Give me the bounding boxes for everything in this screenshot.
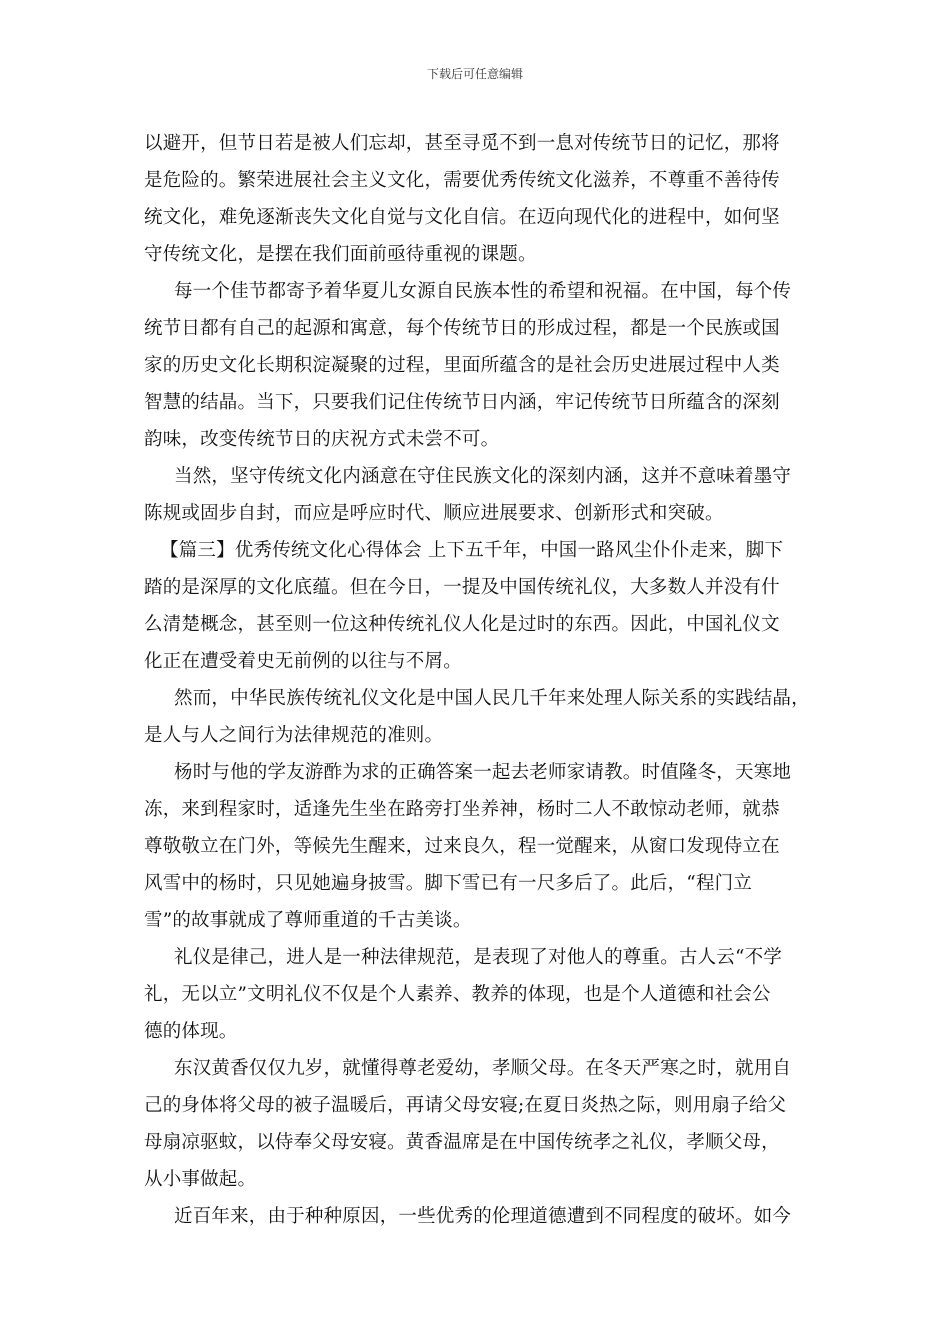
text-line: 是危险的。繁荣进展社会主义文化，需要优秀传统文化滋养，不尊重不善待传 (144, 170, 780, 191)
text-line: 智慧的结晶。当下，只要我们记住传统节日内涵，牢记传统节日所蕴含的深刻 (144, 392, 780, 413)
text-line: 守传统文化，是摆在我们面前亟待重视的课题。 (144, 244, 537, 265)
text-line: 尊敬敬立在门外，等候先生醒来，过来良久，程一觉醒来，从窗口发现侍立在 (144, 836, 780, 857)
text-line: 己的身体将父母的被子温暖后，再请父母安寝;在夏日炎热之际，则用扇子给父 (144, 1095, 787, 1116)
paragraph-start-line: 然而，中华民族传统礼仪文化是中国人民几千年来处理人际关系的实践结晶， (174, 688, 810, 709)
text-line: 从小事做起。 (144, 1169, 257, 1190)
section-heading-line: 【篇三】优秀传统文化心得体会 上下五千年，中国一路风尘仆仆走来，脚下 (160, 540, 784, 561)
text-line: 以避开，但节日若是被人们忘却，甚至寻觅不到一息对传统节日的记忆，那将 (144, 133, 780, 154)
text-line: 统文化，难免逐渐丧失文化自觉与文化自信。在迈向现代化的进程中，如何坚 (144, 207, 780, 228)
text-line: 统节日都有自己的起源和寓意，每个传统节日的形成过程，都是一个民族或国 (144, 318, 780, 339)
page-header: 下载后可任意编辑 (426, 67, 523, 81)
text-line: 风雪中的杨时，只见她遍身披雪。脚下雪已有一尺多后了。此后，“程门立 (144, 873, 753, 894)
text-line: 冻，来到程家时，适逢先生坐在路旁打坐养神，杨时二人不敢惊动老师，就恭 (144, 799, 780, 820)
paragraph-start-line: 礼仪是律己，进人是一种法律规范，是表现了对他人的尊重。古人云“不学 (174, 947, 783, 968)
paragraph-start-line: 当然，坚守传统文化内涵意在守住民族文化的深刻内涵，这并不意味着墨守 (174, 466, 792, 487)
text-line: 么清楚概念，甚至则一位这种传统礼仪人化是过时的东西。因此，中国礼仪文 (144, 614, 780, 635)
text-line: 化正在遭受着史无前例的以往与不屑。 (144, 651, 462, 672)
paragraph-start-line: 东汉黄香仅仅九岁，就懂得尊老爱幼，孝顺父母。在冬天严寒之时，就用自 (174, 1058, 792, 1079)
text-line: 母扇凉驱蚊，以侍奉父母安寝。黄香温席是在中国传统孝之礼仪，孝顺父母， (144, 1132, 780, 1153)
text-line: 踏的是深厚的文化底蕴。但在今日，一提及中国传统礼仪，大多数人并没有什 (144, 577, 780, 598)
paragraph-start-line: 近百年来，由于种种原因，一些优秀的伦理道德遭到不同程度的破坏。如今 (174, 1206, 792, 1227)
paragraph-start-line: 每一个佳节都寄予着华夏儿女源自民族本性的希望和祝福。在中国，每个传 (174, 281, 792, 302)
text-line: 礼，无以立”文明礼仪不仅是个人素养、教养的体现，也是个人道德和社会公 (144, 984, 771, 1005)
paragraph-start-line: 杨时与他的学友游酢为求的正确答案一起去老师家请教。时值隆冬，天寒地 (174, 762, 792, 783)
document-body (144, 125, 812, 1235)
text-line: 陈规或固步自封，而应是呼应时代、顺应进展要求、创新形式和突破。 (144, 503, 724, 524)
text-line: 德的体现。 (144, 1021, 238, 1042)
text-line: 雪”的故事就成了尊师重道的千古美谈。 (144, 910, 472, 931)
text-line: 家的历史文化长期积淀凝聚的过程，里面所蕴含的是社会历史进展过程中人类 (144, 355, 780, 376)
text-line: 是人与人之间行为法律规范的准则。 (144, 725, 444, 746)
text-line: 韵味，改变传统节日的庆祝方式未尝不可。 (144, 429, 500, 450)
